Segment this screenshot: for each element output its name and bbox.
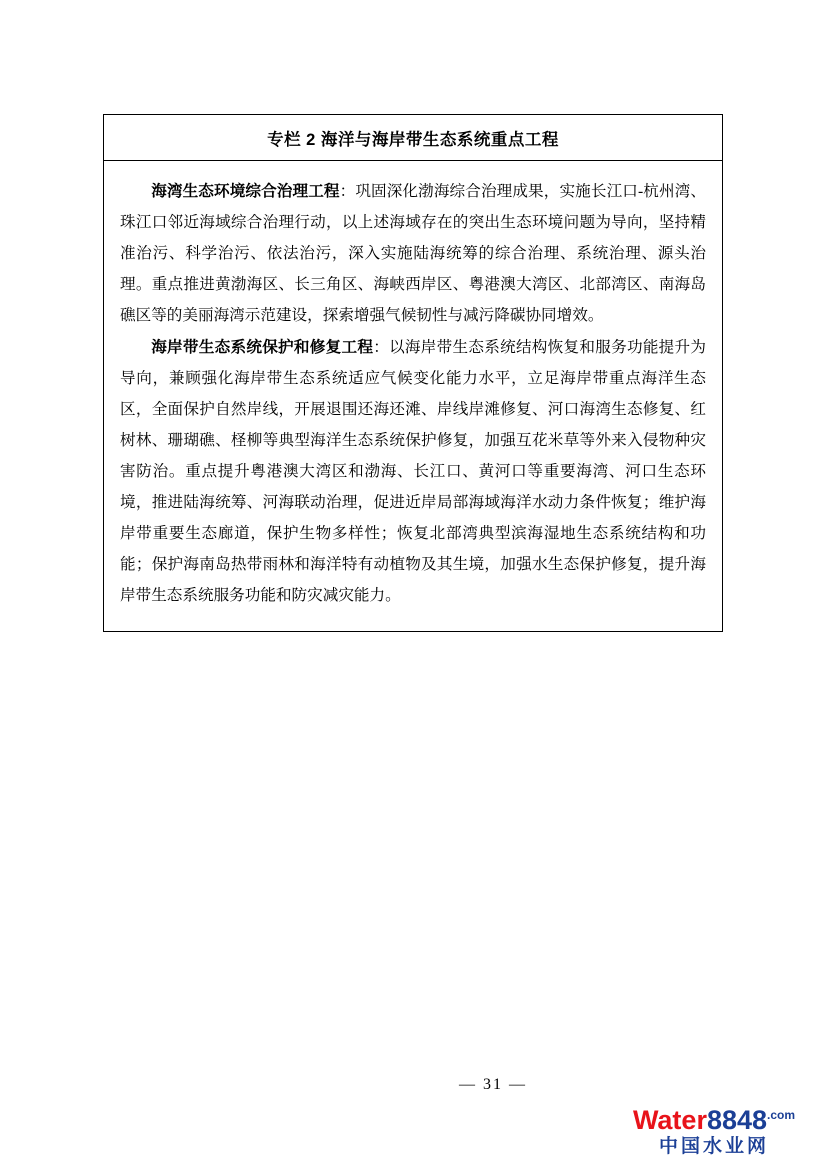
feature-box-body — [104, 161, 722, 631]
watermark-brand-prefix: Water — [632, 1105, 707, 1135]
watermark-brand-number: 8848 — [706, 1105, 768, 1135]
page-number: — 31 — — [459, 1076, 527, 1093]
watermark-brand — [616, 1100, 812, 1135]
paragraph-text: ：巩固深化渤海综合治理成果，实施长江口-杭州湾、珠江口邻近海域综合治理行动，以上述海域存在的突出生态环境问题为导向，坚持精准治污、科学治污、依法治污，深入实施陆海统筹的综合治理、系统治理、源头治理。重点推进黄渤海区、长三角区、海峡西岸区、粤港澳大湾区、北部湾区、南海岛礁区等的美丽海湾示范建设，探索增强气候韧性与减污降碳协同增效。 — [120, 183, 706, 324]
feature-box-title: 专栏 2 海洋与海岸带生态系统重点工程 — [104, 115, 722, 161]
watermark — [616, 1100, 812, 1159]
paragraph — [120, 176, 706, 331]
paragraph — [120, 332, 706, 611]
paragraph-lead: 海岸带生态系统保护和修复工程 — [151, 339, 374, 356]
paragraph-lead: 海湾生态环境综合治理工程 — [151, 183, 340, 200]
watermark-brand-suffix: .com — [767, 1108, 796, 1122]
feature-box — [103, 114, 723, 632]
paragraph-text: ：以海岸带生态系统结构恢复和服务功能提升为导向，兼顾强化海岸带生态系统适应气候变化能力水平，立足海岸带重点海洋生态区，全面保护自然岸线，开展退围还海还滩、岸线岸滩修复、河口海湾生态修复、红树林、珊瑚礁、柽柳等典型海洋生态系统保护修复，加强互花米草等外来入侵物种灾害防治。重点提升粤港澳大湾区和渤海、长江口、黄河口等重要海湾、河口生态环境，推进陆海统筹、河海联动治理，促进近岸局部海域海洋水动力条件恢复；维护海岸带重要生态廊道，保护生物多样性；恢复北部湾典型滨海湿地生态系统结构和功能；保护海南岛热带雨林和海洋特有动植物及其生境，加强水生态保护修复，提升海岸带生态系统服务功能和防灾减灾能力。 — [120, 339, 706, 604]
watermark-brand-cn: 中国水业网 — [658, 1136, 769, 1157]
